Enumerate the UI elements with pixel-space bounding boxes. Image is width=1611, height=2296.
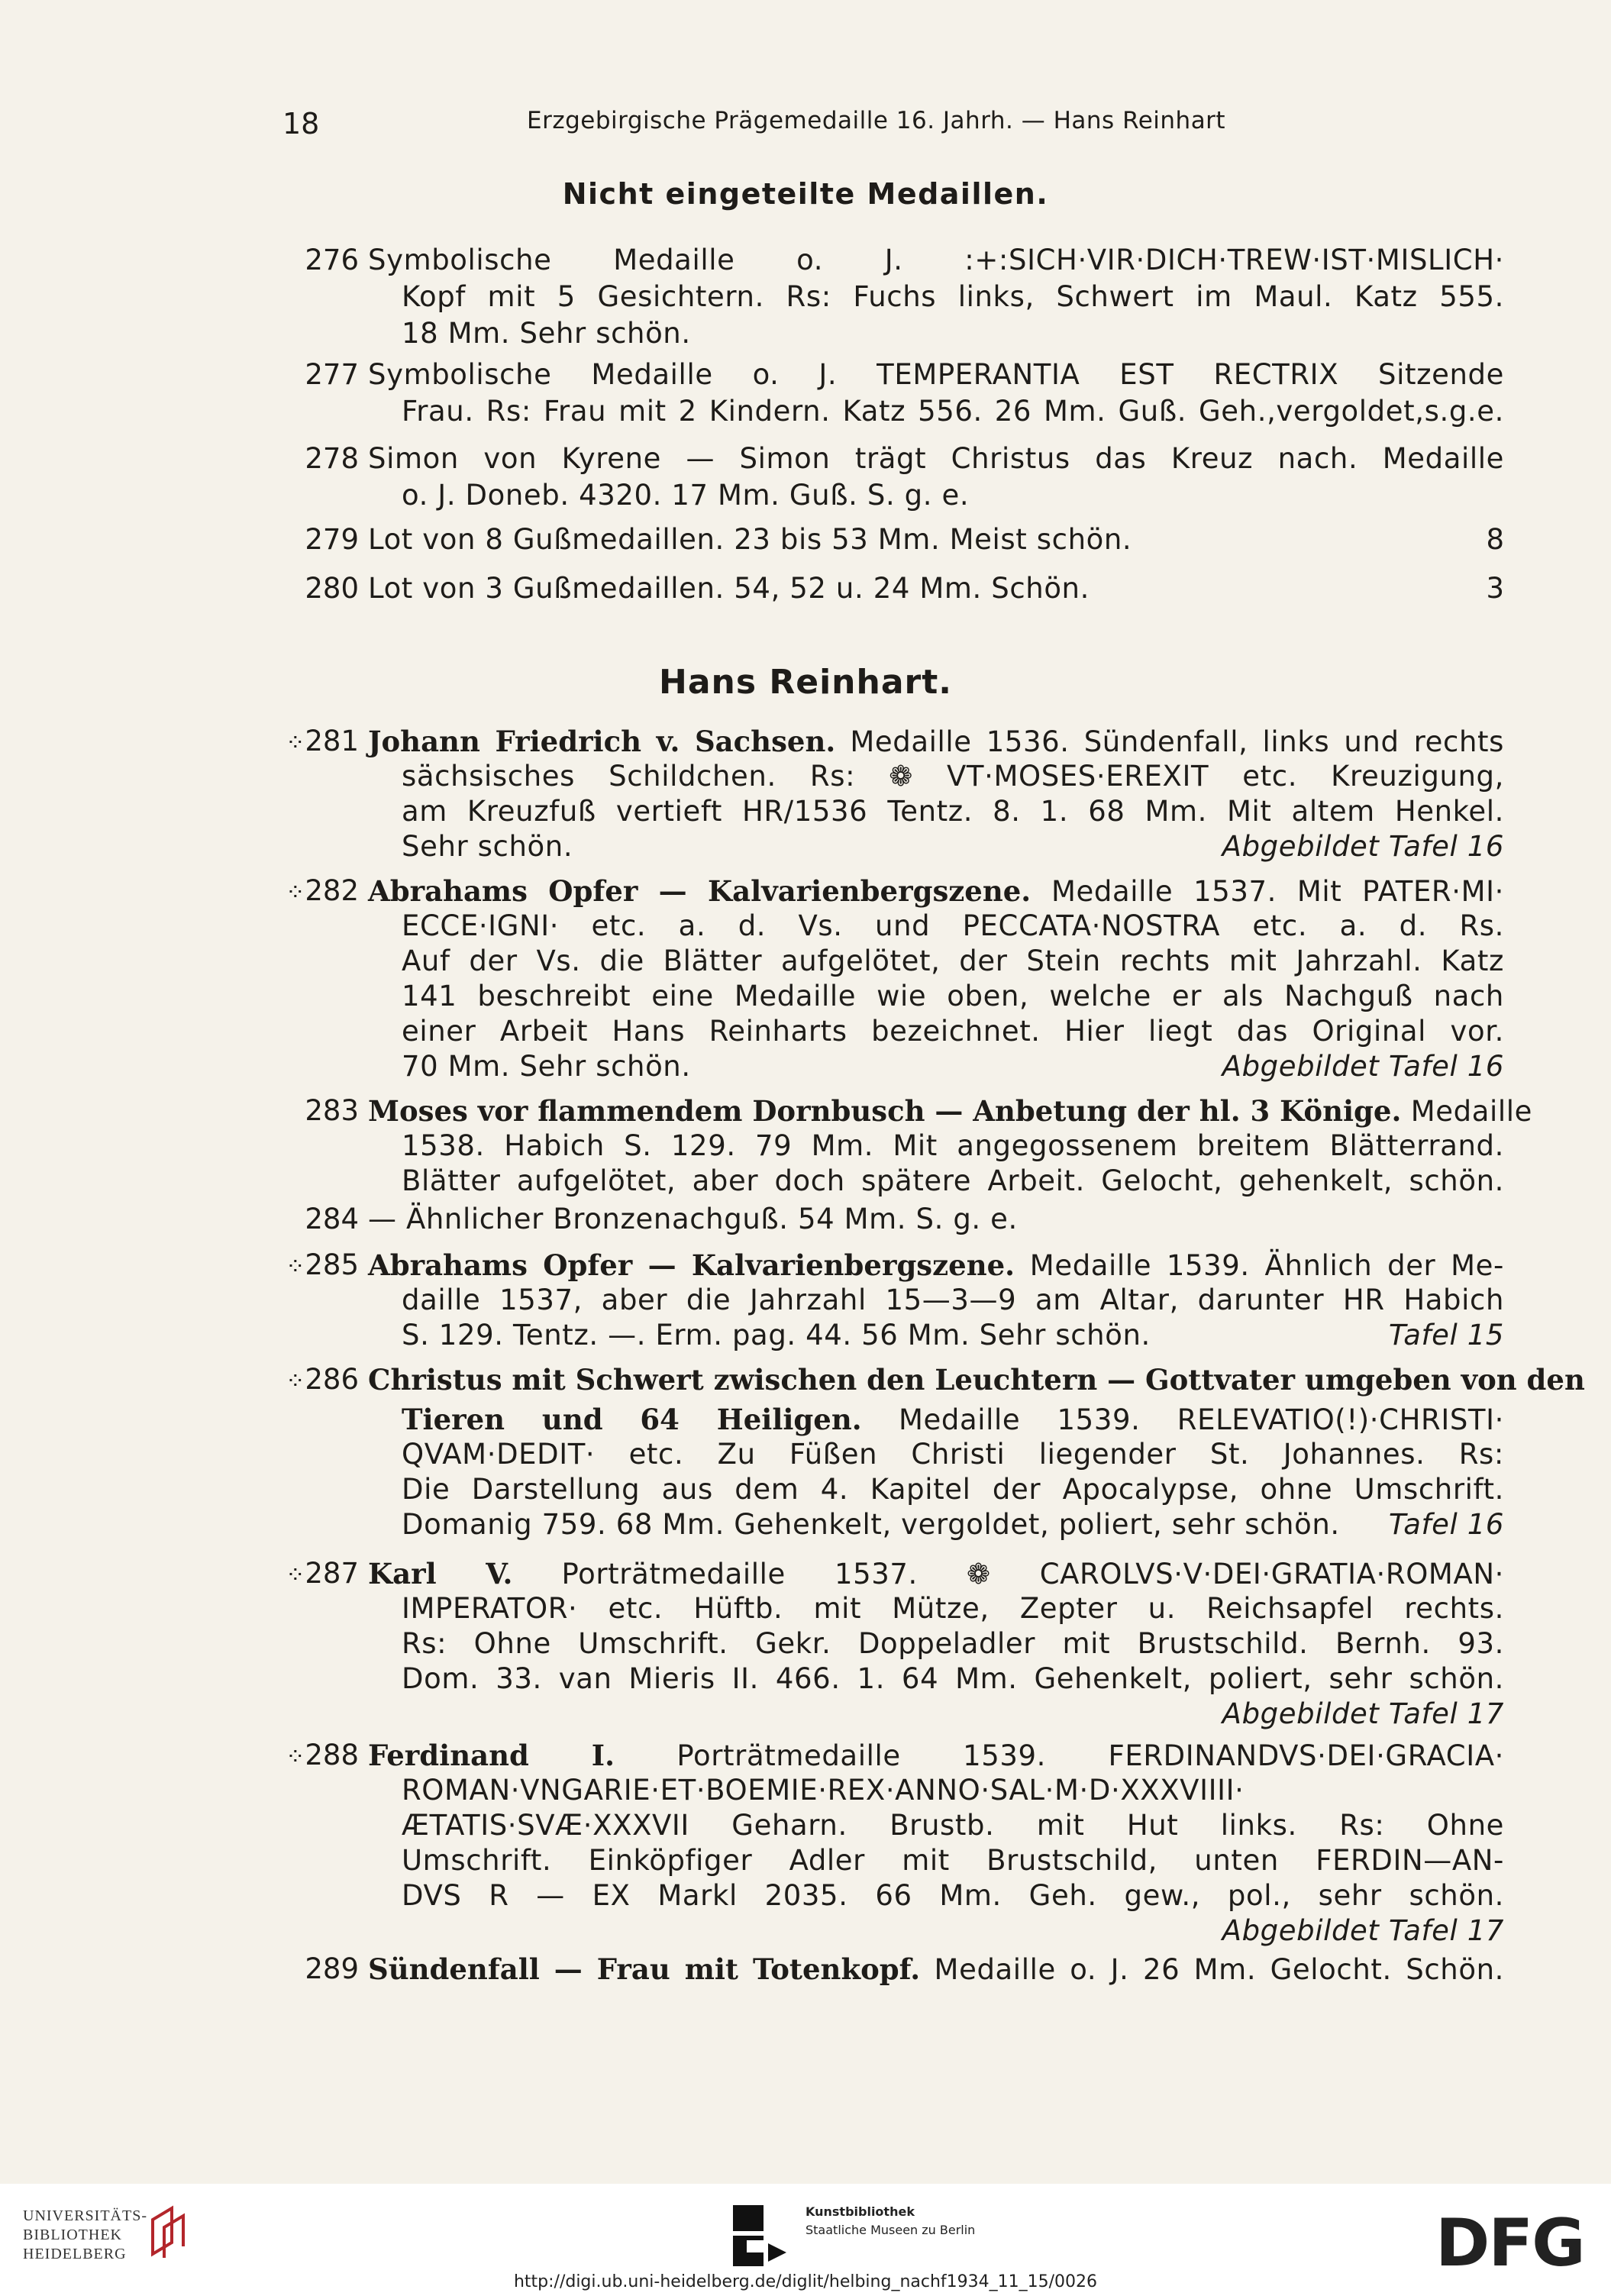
lot-number: 289	[305, 1952, 359, 1985]
ub-heidelberg-mark-icon	[145, 2201, 191, 2262]
lot-text: Sündenfall — Frau mit Totenkopf. Medaille o. J. 26 Mm. Gelocht. Schön.	[368, 1952, 1505, 1986]
illustrated-mark-icon: ⁘	[286, 1254, 305, 1280]
lot-text: Abrahams Opfer — Kalvarienbergszene. Medaille 1537. Mit PATER·MI·	[368, 874, 1504, 908]
lot-text: Moses vor flammendem Dornbusch — Anbetung der hl. 3 Könige. Medaille	[368, 1094, 1532, 1128]
lot-title: Moses vor flammendem Dornbusch — Anbetung der hl. 3 Könige.	[368, 1094, 1402, 1128]
lot-text: ROMAN·VNGARIE·ET·BOEMIE·REX·ANNO·SAL·M·D·XXXVIIII·	[402, 1774, 1245, 1807]
lot-text: Tieren und 64 Heiligen. Medaille 1539. RELEVATIO(!)·CHRISTI·	[402, 1403, 1504, 1436]
lot-text: einer Arbeit Hans Reinharts bezeichnet. Hier liegt das Original vor.	[402, 1015, 1504, 1048]
lot-title: Karl V.	[368, 1557, 513, 1590]
lot-text: Kopf mit 5 Gesichtern. Rs: Fuchs links, Schwert im Maul. Katz 555.	[402, 280, 1504, 313]
lot-count: 8	[1486, 523, 1504, 556]
lot-title: Sündenfall — Frau mit Totenkopf.	[368, 1952, 921, 1986]
lot-number: 283	[305, 1094, 359, 1127]
lot-title: Abrahams Opfer — Kalvarienbergszene.	[368, 874, 1031, 908]
lot-number: ⁘287	[286, 1557, 359, 1590]
lot-text: Umschrift. Einköpfiger Adler mit Brustschild, unten FERDIN—AN-	[402, 1844, 1504, 1877]
ub-heidelberg-logo[interactable]: UNIVERSITÄTS- BIBLIOTHEK HEIDELBERG	[23, 2207, 147, 2262]
lot-text: 1538. Habich S. 129. 79 Mm. Mit angegossenem breitem Blätterrand.	[402, 1129, 1504, 1162]
lot-title: Abrahams Opfer — Kalvarienbergszene.	[368, 1248, 1015, 1282]
lot-text: Symbolische Medaille o. J. :+:SICH·VIR·DICH·TREW·IST·MISLICH·	[368, 244, 1504, 276]
lot-text: Lot von 8 Gußmedaillen. 23 bis 53 Mm. Meist schön.	[368, 523, 1132, 556]
lot-number: ⁘281	[286, 725, 359, 757]
lot-text: Simon von Kyrene — Simon trägt Christus das Kreuz nach. Medaille	[368, 442, 1504, 475]
lot-number: ⁘286	[286, 1363, 359, 1396]
lot-text: am Kreuzfuß vertieft HR/1536 Tentz. 8. 1. 68 Mm. Mit altem Henkel.	[402, 795, 1504, 828]
page-number: 18	[282, 107, 320, 140]
lot-number: 279	[305, 523, 359, 556]
kunstbibliothek-logo-icon	[733, 2205, 802, 2266]
lot-title: Tieren und 64 Heiligen.	[402, 1403, 862, 1436]
lot-text: Frau. Rs: Frau mit 2 Kindern. Katz 556. 26 Mm. Guß. Geh.,vergoldet,s.g.e.	[402, 395, 1504, 428]
lot-text: 18 Mm. Sehr schön.	[402, 317, 691, 350]
kunstbibliothek-text[interactable]: Kunstbibliothek Staatliche Museen zu Berlin	[805, 2204, 976, 2237]
lot-text: Die Darstellung aus dem 4. Kapitel der Apocalypse, ohne Umschrift.	[402, 1473, 1504, 1506]
lot-title: Johann Friedrich v. Sachsen.	[368, 725, 836, 758]
dfg-logo[interactable]: DFG	[1435, 2205, 1584, 2281]
plate-reference: Tafel 16	[1388, 1508, 1504, 1541]
footer	[0, 2184, 1611, 2296]
lot-text: — Ähnlicher Bronzenachguß. 54 Mm. S. g. e.	[368, 1203, 1018, 1235]
lot-text: Auf der Vs. die Blätter aufgelötet, der Stein rechts mit Jahrzahl. Katz	[402, 945, 1504, 977]
lot-text: o. J. Doneb. 4320. 17 Mm. Guß. S. g. e.	[402, 479, 970, 512]
lot-text: Blätter aufgelötet, aber doch spätere Arbeit. Gelocht, gehenkelt, schön.	[402, 1164, 1504, 1197]
plate-reference: Abgebildet Tafel 17	[1222, 1697, 1504, 1730]
lot-text: sächsisches Schildchen. Rs: ❁ VT·MOSES·EREXIT etc. Kreuzigung,	[402, 760, 1504, 793]
lot-number: 280	[305, 572, 359, 605]
lot-number: ⁘288	[286, 1739, 359, 1771]
lot-text: Dom. 33. van Mieris II. 466. 1. 64 Mm. Gehenkelt, poliert, sehr schön.	[402, 1662, 1504, 1695]
lot-text: DVS R — EX Markl 2035. 66 Mm. Geh. gew., pol., sehr schön.	[402, 1879, 1504, 1912]
lot-text: Lot von 3 Gußmedaillen. 54, 52 u. 24 Mm. Schön.	[368, 572, 1090, 605]
lot-number: 277	[305, 358, 359, 391]
lot-title: Christus mit Schwert zwischen den Leuchtern — Gottvater umgeben von den	[368, 1363, 1585, 1397]
lot-text: daille 1537, aber die Jahrzahl 15—3—9 am Altar, darunter HR Habich	[402, 1284, 1504, 1316]
illustrated-mark-icon: ⁘	[286, 880, 305, 906]
lot-text: 70 Mm. Sehr schön.	[402, 1050, 691, 1083]
plate-reference: Abgebildet Tafel 17	[1222, 1914, 1504, 1947]
lot-text: Johann Friedrich v. Sachsen. Medaille 1536. Sündenfall, links und rechts	[368, 725, 1504, 758]
lot-text: S. 129. Tentz. —. Erm. pag. 44. 56 Mm. Sehr schön.	[402, 1319, 1151, 1351]
lot-text: ÆTATIS·SVÆ·XXXVII Geharn. Brustb. mit Hut links. Rs: Ohne	[402, 1809, 1504, 1842]
lot-text: ECCE·IGNI· etc. a. d. Vs. und PECCATA·NOSTRA etc. a. d. Rs.	[402, 909, 1504, 942]
illustrated-mark-icon: ⁘	[286, 730, 305, 757]
lot-number: ⁘285	[286, 1248, 359, 1281]
plate-reference: Tafel 15	[1388, 1319, 1504, 1351]
illustrated-mark-icon: ⁘	[286, 1368, 305, 1395]
lot-text: Abrahams Opfer — Kalvarienbergszene. Medaille 1539. Ähnlich der Me-	[368, 1248, 1504, 1282]
lot-text: Sehr schön.	[402, 830, 573, 863]
lot-text: Symbolische Medaille o. J. TEMPERANTIA EST RECTRIX Sitzende	[368, 358, 1504, 391]
plate-reference: Abgebildet Tafel 16	[1222, 830, 1504, 863]
section-heading-unclassified: Nicht eingeteilte Medaillen.	[562, 177, 1049, 211]
plate-reference: Abgebildet Tafel 16	[1222, 1050, 1504, 1083]
lot-text: QVAM·DEDIT· etc. Zu Füßen Christi liegender St. Johannes. Rs:	[402, 1438, 1504, 1471]
section-heading-reinhart: Hans Reinhart.	[659, 663, 952, 702]
lot-number: 284	[305, 1203, 359, 1235]
lot-title: Ferdinand I.	[368, 1739, 615, 1772]
lot-text: Karl V. Porträtmedaille 1537. ❁ CAROLVS·V·DEI·GRATIA·ROMAN·	[368, 1557, 1505, 1590]
lot-text: IMPERATOR· etc. Hüftb. mit Mütze, Zepter u. Reichsapfel rechts.	[402, 1592, 1504, 1625]
illustrated-mark-icon: ⁘	[286, 1562, 305, 1589]
illustrated-mark-icon: ⁘	[286, 1744, 305, 1771]
lot-number: ⁘282	[286, 874, 359, 907]
lot-count: 3	[1486, 572, 1504, 605]
lot-number: 276	[305, 244, 359, 276]
lot-text: Domanig 759. 68 Mm. Gehenkelt, vergoldet, poliert, sehr schön.	[402, 1508, 1340, 1541]
lot-number: 278	[305, 442, 359, 475]
lot-text: Ferdinand I. Porträtmedaille 1539. FERDINANDVS·DEI·GRACIA·	[368, 1739, 1504, 1772]
lot-text: 141 beschreibt eine Medaille wie oben, welche er als Nachguß nach	[402, 980, 1504, 1012]
source-url[interactable]: http://digi.ub.uni-heidelberg.de/diglit/helbing_nachf1934_11_15/0026	[513, 2272, 1098, 2291]
running-title: Erzgebirgische Prägemedaille 16. Jahrh. — Hans Reinhart	[527, 107, 1226, 134]
lot-text: Rs: Ohne Umschrift. Gekr. Doppeladler mit Brustschild. Bernh. 93.	[402, 1627, 1504, 1660]
